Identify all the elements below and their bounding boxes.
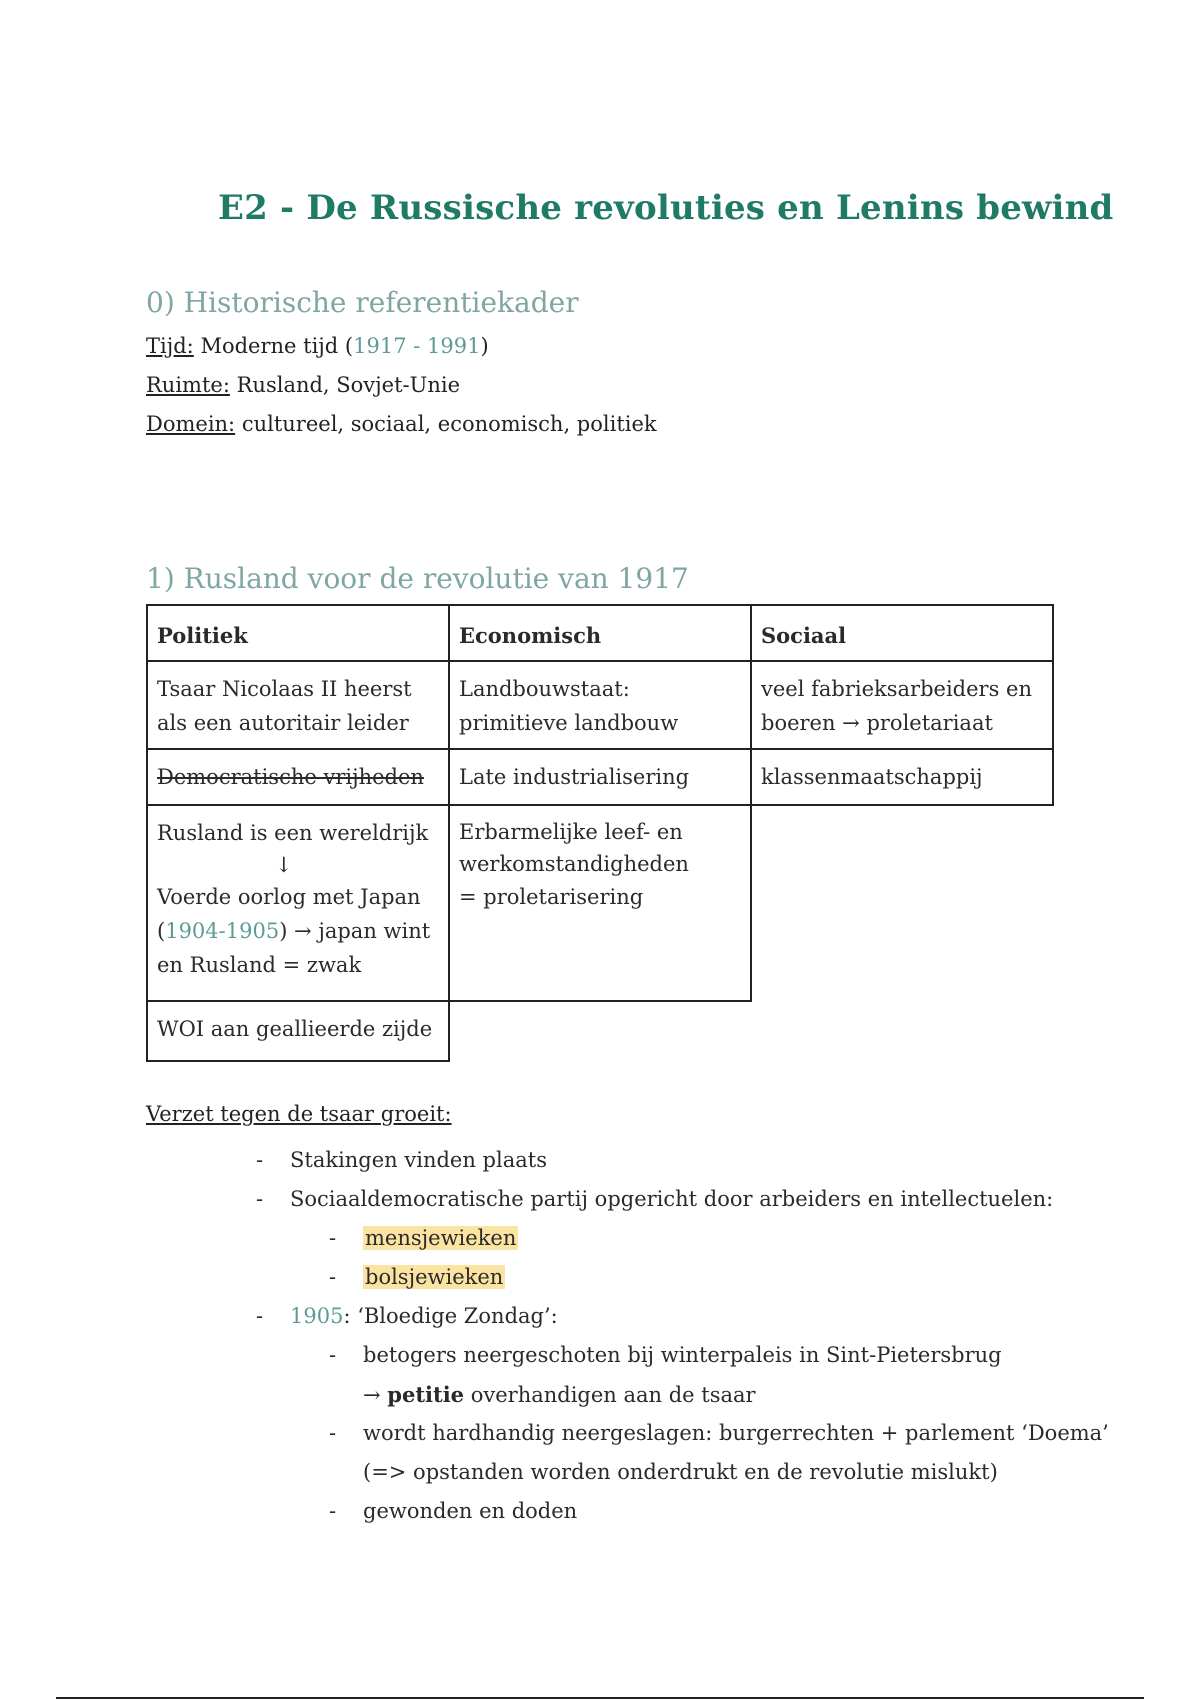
highlighted-term: bolsjewieken xyxy=(365,1265,504,1289)
list-item-text: betogers neergeschoten bij winterpaleis in Sint-Pietersbrug xyxy=(363,1343,1002,1367)
ruimte-label: Ruimte: xyxy=(146,373,230,397)
list-item-text: Stakingen vinden plaats xyxy=(290,1148,547,1172)
cell-text: Rusland is een wereldrijk xyxy=(157,821,429,845)
domein-label: Domein: xyxy=(146,412,236,436)
table-header-politiek: Politiek xyxy=(146,604,450,662)
table-cell xyxy=(146,748,450,806)
table-cell: veel fabrieksarbeiders en boeren → proletariaat xyxy=(750,660,1054,750)
table-cell: klassenmaatschappij xyxy=(750,748,1054,806)
tijd-year-start: 1917 xyxy=(353,334,407,358)
bullet-dash: - xyxy=(329,1421,337,1445)
highlighted-term: mensjewieken xyxy=(365,1226,517,1250)
table-cell xyxy=(146,804,450,1002)
section-1-heading: 1) Rusland voor de revolutie van 1917 xyxy=(146,562,689,595)
tijd-text: Moderne tijd ( xyxy=(200,334,354,358)
verzet-heading: Verzet tegen de tsaar groeit: xyxy=(146,1102,452,1126)
table-header-economisch: Economisch xyxy=(448,604,752,662)
cell-text: Voerde oorlog met Japan ( xyxy=(157,885,421,943)
bullet-dash: - xyxy=(329,1226,337,1250)
list-item-year: 1905 xyxy=(290,1304,344,1328)
list-item-text: overhandigen aan de tsaar xyxy=(464,1383,756,1407)
list-item xyxy=(329,1219,518,1258)
bullet-dash: - xyxy=(256,1148,264,1172)
table-cell: WOI aan geallieerde zijde xyxy=(146,1000,450,1062)
meta-ruimte xyxy=(146,365,460,405)
tijd-label: Tijd: xyxy=(146,334,194,358)
cell-text: Erbarmelijke leef- en werkomstandigheden xyxy=(459,820,689,876)
list-item xyxy=(329,1492,578,1531)
list-item-text: : ‘Bloedige Zondag’: xyxy=(343,1304,558,1328)
section-0-heading: 0) Historische referentiekader xyxy=(146,286,579,319)
table-header-sociaal: Sociaal xyxy=(750,604,1054,662)
list-item-continuation: (=> opstanden worden onderdrukt en de revolutie mislukt) xyxy=(363,1460,998,1484)
bullet-dash: - xyxy=(256,1304,264,1328)
cell-text: ) → japan wint en Rusland = zwak xyxy=(157,919,431,977)
list-item xyxy=(256,1297,558,1336)
comparison-table xyxy=(146,604,1054,1062)
page-title: E2 - De Russische revoluties en Lenins bewind xyxy=(218,188,1114,228)
bullet-dash: - xyxy=(329,1343,337,1367)
list-item-text: gewonden en doden xyxy=(363,1499,578,1523)
tijd-year-sep: - xyxy=(406,334,428,358)
cell-year: 1904-1905 xyxy=(165,919,280,943)
list-item xyxy=(256,1180,1054,1219)
table-cell xyxy=(448,804,752,1002)
struck-text: Democratische vrijheden xyxy=(157,765,424,789)
meta-tijd xyxy=(146,326,489,366)
list-item xyxy=(256,1141,547,1180)
table-cell: Late industrialisering xyxy=(448,748,752,806)
arrow-right-icon: → xyxy=(363,1383,388,1407)
list-item-text: Sociaaldemocratische partij opgericht door arbeiders en intellectuelen: xyxy=(290,1187,1054,1211)
bullet-dash: - xyxy=(329,1499,337,1523)
page-bottom-rule xyxy=(56,1697,1144,1699)
cell-text: = proletarisering xyxy=(459,885,644,909)
bold-term: petitie xyxy=(387,1382,465,1407)
tijd-year-end: 1991 xyxy=(427,334,481,358)
tijd-close: ) xyxy=(480,334,489,358)
table-cell: Landbouwstaat: primitieve landbouw xyxy=(448,660,752,750)
domein-value: cultureel, sociaal, economisch, politiek xyxy=(241,412,657,436)
meta-domein xyxy=(146,404,657,444)
bullet-dash: - xyxy=(329,1265,337,1289)
list-item xyxy=(329,1258,505,1297)
list-item-text: wordt hardhandig neergeslagen: burgerrechten + parlement ‘Doema’ xyxy=(363,1421,1109,1445)
list-item xyxy=(329,1336,1002,1375)
table-cell: Tsaar Nicolaas II heerst als een autoritair leider xyxy=(146,660,450,750)
arrow-down-icon: ↓ xyxy=(275,853,293,877)
bullet-dash: - xyxy=(256,1187,264,1211)
ruimte-value: Rusland, Sovjet-Unie xyxy=(236,373,461,397)
list-item-continuation xyxy=(363,1375,756,1415)
list-item xyxy=(329,1414,1109,1453)
